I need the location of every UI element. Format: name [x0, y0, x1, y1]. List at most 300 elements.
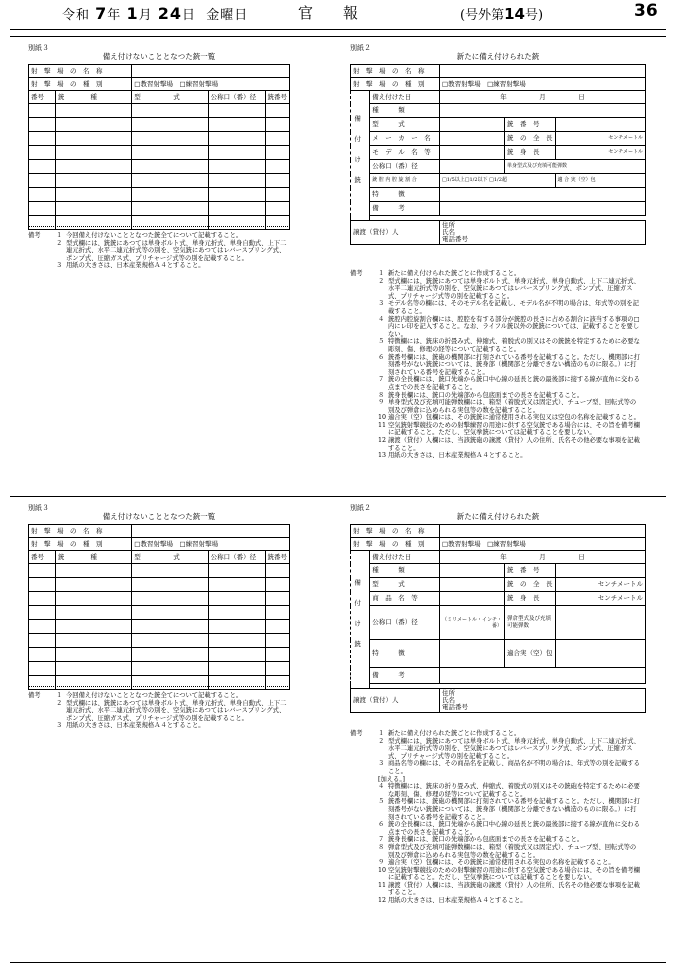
remarks-label: 備 考 [370, 668, 440, 684]
note-text: 用紙の大きさは、日本産業規格Ａ４とすること。 [388, 897, 527, 905]
table-row [29, 634, 290, 648]
kind-label: 種 類 [370, 104, 440, 118]
cell[interactable] [208, 188, 265, 202]
total-length-label: 銃 の 全 長 [505, 578, 556, 592]
note-text: 銃番号欄には、銃砲の機関部に打刻されている番号を記載すること。ただし、機関部に打刻番号がない銃銃については、銃身部（機関部と分離できない構造のものに限る。）に打刻されている番号を記載すること。 [388, 798, 640, 821]
cell[interactable] [29, 662, 56, 676]
cell[interactable] [29, 118, 56, 132]
cell[interactable] [132, 202, 208, 216]
era: 令和 [62, 8, 91, 23]
note-item [378, 867, 640, 882]
note-text: 弾倉型式及び充填可能弾数欄には、箱型（着脱式又は固定式）、チューブ型、回転式等の別及び弾倉に込められる実包等の数を記載すること。 [388, 843, 637, 859]
range-type-label: 射 撃 場 の 種 別 [29, 78, 132, 91]
cell[interactable] [132, 160, 208, 174]
cell[interactable] [208, 564, 265, 578]
panel-removed-guns-new [28, 44, 290, 270]
note-text: 用紙の大きさは、日本産業規格Ａ４とすること。 [66, 262, 205, 270]
kind-value[interactable] [440, 564, 505, 578]
range-name-value[interactable] [440, 525, 646, 538]
magazine-label: 弾倉型式及び充填可能弾数 [505, 606, 556, 640]
cell[interactable] [55, 174, 131, 188]
cell[interactable] [132, 216, 208, 230]
note-text: モデル名等の欄には、そのモデル名を記載し、モデル名が不明の場合は、年式等の別を記載すること。 [388, 300, 639, 315]
cell[interactable] [265, 676, 290, 690]
note-text: 空気銃射撃競技のための射撃練習の用途に供する空気銃である場合には、その旨を備考欄に記載すること。ただし、空気拳銃については記載することを要しない。 [388, 866, 640, 882]
cell[interactable] [55, 634, 131, 648]
note-number: 12 [378, 897, 387, 905]
range-type-label: 射 撃 場 の 種 別 [351, 78, 440, 91]
note-item [378, 882, 640, 897]
cell[interactable] [132, 662, 208, 676]
note-text: 譲渡（貸付）人欄には、当該銃砲の譲渡（貸付）人の住所、氏名その他必要な事項を記載すること。 [388, 437, 640, 452]
total-length-unit: センチメートル [555, 578, 646, 592]
rifling-ratio-options[interactable]: □1/5以上□1/2以下 □1/2超 [440, 174, 556, 188]
table-row [29, 188, 290, 202]
annex-label: 別紙３ [28, 44, 49, 52]
month: 1 [126, 4, 139, 23]
note-item [378, 844, 640, 859]
table-row [29, 118, 290, 132]
note-number: １ [378, 730, 385, 737]
cell[interactable] [265, 662, 290, 676]
cell[interactable] [29, 592, 56, 606]
note-item [378, 798, 640, 821]
note-text: 型式欄には、銃銃にあつては単身ボルト式、単身元折式、単身自動式、上下二連元折式、水平二連元折式等の別を、空気銃にあつてはレバースプリング式、ポンプ式、圧縮ガス式、プリチャージ式等の別を記載すること。 [66, 239, 287, 262]
day: 24 [157, 4, 183, 23]
note-text: 用紙の大きさは、日本産業規格Ａ４とすること。 [66, 722, 205, 730]
note-number: ２ [56, 699, 63, 707]
day-unit: 日 [182, 8, 197, 23]
remarks-value[interactable] [440, 202, 646, 216]
serial-label: 銃 番 号 [505, 564, 556, 578]
teaching-range-checkbox[interactable]: □教習射撃場 [442, 79, 481, 88]
removed-guns-table [28, 524, 290, 690]
caliber-units: （ミリメートル・インチ・番） [440, 606, 505, 640]
cell[interactable] [55, 118, 131, 132]
ammo-label: 適 合 実（空）包 [555, 174, 646, 188]
cell[interactable] [132, 634, 208, 648]
range-name-value[interactable] [132, 525, 290, 538]
range-type-label: 射 撃 場 の 種 別 [29, 538, 132, 551]
cell[interactable] [29, 132, 56, 146]
phone-label: 電話番号 [442, 235, 468, 243]
panel-title: 備え付けないこととなつた銃一覧 [102, 512, 216, 521]
note-item [56, 232, 290, 240]
cell[interactable] [55, 620, 131, 634]
amendment-underline [28, 226, 290, 227]
cell[interactable] [132, 564, 208, 578]
cell[interactable] [55, 578, 131, 592]
cell[interactable] [55, 648, 131, 662]
issue-date [62, 4, 248, 23]
cell[interactable] [265, 648, 290, 662]
note-number: ５ [378, 798, 385, 806]
cell[interactable] [208, 676, 265, 690]
note-number: ８ [378, 391, 385, 399]
cell[interactable] [29, 648, 56, 662]
note-number: ３ [378, 760, 385, 768]
practice-range-checkbox[interactable]: □練習射撃場 [179, 539, 219, 548]
barrel-length-unit: センチメートル [555, 146, 646, 160]
product-name-value[interactable] [440, 592, 505, 606]
cell[interactable] [208, 620, 265, 634]
table-row [29, 564, 290, 578]
note-number: １ [56, 692, 63, 699]
cell[interactable] [208, 104, 265, 118]
model-label: 型 式 [370, 118, 440, 132]
range-type-value[interactable] [132, 538, 290, 551]
cell[interactable] [55, 662, 131, 676]
cell[interactable] [208, 174, 265, 188]
transferor-value[interactable] [440, 689, 646, 713]
cell[interactable] [132, 132, 208, 146]
total-length-label: 銃 の 全 長 [505, 132, 556, 146]
cell[interactable] [265, 132, 290, 146]
note-item [378, 300, 640, 315]
cell[interactable] [208, 592, 265, 606]
cell[interactable] [55, 104, 131, 118]
panel-title: 備え付けないこととなつた銃一覧 [102, 52, 216, 61]
cell[interactable] [132, 592, 208, 606]
table-row [29, 620, 290, 634]
cell[interactable] [265, 188, 290, 202]
col-serial: 銃番号 [265, 551, 290, 564]
note-number: ２ [378, 737, 385, 745]
cell[interactable] [132, 620, 208, 634]
col-gun-type: 銃 種 [55, 91, 131, 104]
barrel-length-label: 銃 身 長 [505, 592, 556, 606]
notes-label: 備考 [28, 232, 41, 239]
note-number: 10 [378, 866, 387, 874]
cell[interactable] [208, 648, 265, 662]
note-number: ６ [378, 353, 385, 361]
table-row [29, 648, 290, 662]
note-item [378, 730, 640, 738]
issue-number [460, 4, 543, 23]
range-name-label: 射 撃 場 の 名 称 [29, 525, 132, 538]
note-text: 新たに備え付けられた銃ごとに作成すること。 [388, 270, 521, 277]
cell[interactable] [55, 146, 131, 160]
cell[interactable] [132, 146, 208, 160]
cell[interactable] [29, 202, 56, 216]
kind-label: 種 類 [370, 564, 440, 578]
feature-value[interactable] [440, 188, 646, 202]
note-item [378, 422, 640, 437]
table-row [29, 606, 290, 620]
note-item [56, 700, 290, 723]
note-item [378, 821, 640, 836]
cell[interactable] [265, 216, 290, 230]
cell[interactable] [208, 132, 265, 146]
cell[interactable] [208, 216, 265, 230]
note-number: 11 [378, 881, 387, 889]
teaching-range-checkbox[interactable]: □教習射撃場 [134, 79, 173, 88]
cell[interactable] [132, 118, 208, 132]
cell[interactable] [265, 118, 290, 132]
cell[interactable] [55, 592, 131, 606]
cell[interactable] [265, 606, 290, 620]
range-name-value[interactable] [440, 65, 646, 78]
cell[interactable] [132, 174, 208, 188]
month-label: 月 [539, 552, 546, 561]
cell[interactable] [132, 104, 208, 118]
note-text: 特徴欄には、銃床の折り畳み式、伸縮式、着脱式の別又はその銃砲を特定するために必要な彫刻、傷、修理の経等について記載すること。 [388, 783, 640, 798]
cell[interactable] [132, 578, 208, 592]
practice-range-checkbox[interactable]: □練習射撃場 [487, 79, 526, 88]
serial-value[interactable] [555, 564, 646, 578]
model-value[interactable] [440, 578, 505, 592]
range-type-value[interactable] [132, 78, 290, 91]
range-type-label: 射 撃 場 の 種 別 [351, 538, 440, 551]
month-unit: 月 [138, 8, 153, 23]
maker-value[interactable] [440, 132, 505, 146]
col-model: 型 式 [132, 91, 208, 104]
note-item [378, 392, 640, 400]
transferor-value[interactable] [440, 221, 646, 245]
installed-gun-label: 備付け銃 [353, 578, 362, 661]
cell[interactable] [55, 202, 131, 216]
caliber-value[interactable] [440, 160, 505, 174]
note-number: ３ [56, 262, 63, 270]
header-rule [10, 29, 666, 30]
note-text: 譲渡（貸付）人欄には、当該銃砲の譲渡（貸付）人の住所、氏名その他必要な事項を記載すること。 [388, 881, 640, 897]
model-value[interactable] [440, 118, 505, 132]
cell[interactable] [29, 174, 56, 188]
cell[interactable] [132, 188, 208, 202]
note-text: 商品名等の欄には、その商品名を記載し、商品名が不明の場合は、年式等の別を記載すること。 [388, 760, 640, 775]
note-number: ２ [56, 239, 63, 247]
table-row [29, 592, 290, 606]
cell[interactable] [208, 146, 265, 160]
note-item [378, 437, 640, 452]
cell[interactable] [55, 564, 131, 578]
notes-label: 備考 [28, 692, 41, 699]
name-label: 氏名 [442, 696, 455, 704]
notes-label: 備考 [350, 730, 363, 737]
note-item [56, 692, 290, 700]
note-number: 11 [378, 421, 387, 429]
note-number: 10 [378, 414, 387, 422]
cell[interactable] [55, 216, 131, 230]
notes-label: 備考 [350, 270, 363, 277]
note-item [378, 897, 640, 905]
ammo-label: 適合実（空）包 [505, 640, 556, 668]
install-date-label: 備え付けた日 [370, 551, 440, 564]
total-length-unit: センチメートル [555, 132, 646, 146]
cell[interactable] [55, 160, 131, 174]
cell[interactable] [265, 578, 290, 592]
issue-prefix: (号外第 [460, 8, 505, 23]
caliber-label: 公称口（番）径 [370, 606, 440, 640]
panel-removed-guns-old [28, 504, 290, 730]
note-item [378, 376, 640, 391]
cell[interactable] [132, 676, 208, 690]
annex-label: 別紙２ [350, 504, 371, 512]
teaching-range-checkbox[interactable]: □教習射撃場 [134, 539, 173, 548]
cell[interactable] [29, 676, 56, 690]
barrel-length-label: 銃 身 長 [505, 146, 556, 160]
note-item [56, 262, 290, 270]
note-text: 適合実（空）包欄には、その銃銃に通常使用される実包又は空包の名称を記載すること。 [388, 414, 640, 422]
note-text: 新たに備え付けられた銃ごとに作成すること。 [388, 730, 521, 737]
note-item [378, 414, 640, 422]
cell[interactable] [208, 662, 265, 676]
serial-label: 銃 番 号 [505, 118, 556, 132]
gazette-header [0, 0, 676, 30]
col-gun-type: 銃 種 [55, 551, 131, 564]
remarks-value[interactable] [440, 668, 646, 684]
address-label: 住所 [442, 689, 455, 697]
notes-body [56, 232, 290, 270]
annex-label: 別紙３ [28, 504, 49, 512]
practice-range-checkbox[interactable]: □練習射撃場 [487, 539, 526, 548]
new-gun-table [350, 524, 646, 713]
magazine-label: 単身型式及び充填可能弾数 [505, 160, 646, 174]
amendment-underline [28, 686, 290, 687]
note-text: 銃の全長欄には、銃口先端から銃口中心線の延長と銃の最後部に接する線が直角に交わる点までの長さを記載すること。 [388, 376, 640, 391]
note-number: ４ [378, 783, 385, 791]
cell[interactable] [265, 174, 290, 188]
note-text: 銃身長欄には、銃口の先端部から包底面までの長さを記載すること。 [388, 836, 584, 844]
ammo-value[interactable] [555, 640, 646, 668]
table-row [29, 132, 290, 146]
table-row [29, 578, 290, 592]
notes-body [56, 692, 290, 730]
month-label: 月 [539, 92, 546, 101]
year: 7 [95, 4, 108, 23]
feature-value[interactable] [440, 640, 505, 668]
cell[interactable] [208, 160, 265, 174]
range-name-label: 射 撃 場 の 名 称 [351, 65, 440, 78]
cell[interactable] [55, 188, 131, 202]
rifling-ratio-label: 銃 腔 内 腔 旋 割 合 [370, 174, 440, 188]
practice-range-checkbox[interactable]: □練習射撃場 [179, 79, 219, 88]
col-caliber: 公称口（番）径 [208, 551, 265, 564]
range-name-label: 射 撃 場 の 名 称 [29, 65, 132, 78]
cell[interactable] [29, 160, 56, 174]
cell[interactable] [132, 648, 208, 662]
cell[interactable] [208, 578, 265, 592]
cell[interactable] [29, 578, 56, 592]
cell[interactable] [55, 132, 131, 146]
magazine-value[interactable] [555, 606, 646, 640]
col-number: 番号 [29, 551, 56, 564]
gazette-title: 官報 [298, 4, 389, 22]
note-text: 今回備え付けないこととなつた銃全てについて記載すること。 [66, 692, 243, 699]
note-text: 単身型式及び充填可能弾数欄には、箱型（着脱式又は固定式）、チューブ型、回転式等の別及び弾倉に込められる実包等の数を記載すること。 [388, 399, 637, 414]
cell[interactable] [208, 606, 265, 620]
note-number: 12 [378, 437, 387, 445]
note-item [378, 316, 640, 339]
install-date-value[interactable] [440, 551, 646, 564]
cell[interactable] [29, 188, 56, 202]
cell[interactable] [265, 146, 290, 160]
issue-no: 14 [504, 5, 525, 23]
table-row [29, 146, 290, 160]
range-type-value[interactable] [440, 78, 646, 91]
serial-value[interactable] [555, 118, 646, 132]
phone-label: 電話番号 [442, 703, 468, 711]
cell[interactable] [265, 592, 290, 606]
note-number: ６ [378, 821, 385, 829]
note-item [378, 452, 640, 460]
removed-guns-table [28, 64, 290, 230]
year-label: 年 [500, 92, 507, 101]
cell[interactable] [265, 564, 290, 578]
note-text: 特徴欄には、銃床の折畳み式、伸縮式、着脱式の別又はその銃銃を特定するために必要な彫刻、傷、修理の経等について記載すること。 [388, 338, 640, 353]
panel-new-gun-new [350, 44, 646, 494]
note-item [378, 278, 640, 301]
note-item [378, 760, 640, 775]
teaching-range-checkbox[interactable]: □教習射撃場 [442, 539, 481, 548]
cell[interactable] [55, 606, 131, 620]
note-number: ９ [378, 859, 385, 867]
cell[interactable] [132, 606, 208, 620]
cell[interactable] [29, 216, 56, 230]
cell[interactable] [29, 634, 56, 648]
new-gun-table [350, 64, 646, 245]
address-label: 住所 [442, 221, 455, 229]
model-label: 型 式 [370, 578, 440, 592]
cell[interactable] [29, 146, 56, 160]
install-date-value[interactable] [440, 91, 646, 104]
note-number: ３ [378, 300, 385, 308]
note-text: 型式欄には、銃銃にあつては単身ボルト式、単身元折式、単身自動式、上下二連元折式、水平二連元折式等の別を、空気銃にあつてはレバースプリング式、ポンプ式、圧縮ガス式、プリチャージ式等の別を記載すること。 [388, 277, 640, 300]
cell[interactable] [265, 202, 290, 216]
table-row [29, 216, 290, 230]
note-item [56, 240, 290, 263]
note-number: ４ [378, 315, 385, 323]
cell[interactable] [29, 620, 56, 634]
annex-label: 別紙２ [350, 44, 371, 52]
note-item [378, 399, 640, 414]
note-number: 13 [378, 452, 387, 460]
maker-label: メ ー カ ー 名 [370, 132, 440, 146]
cell[interactable] [265, 634, 290, 648]
note-item [378, 836, 640, 844]
range-type-value[interactable] [440, 538, 646, 551]
model-name-value[interactable] [440, 146, 505, 160]
note-number: ５ [378, 338, 385, 346]
cell[interactable] [208, 202, 265, 216]
cell[interactable] [265, 620, 290, 634]
year-label: 年 [500, 552, 507, 561]
table-row [29, 676, 290, 690]
cell[interactable] [265, 104, 290, 118]
panel-title: 新たに備え付けられた銃 [456, 512, 540, 521]
range-name-label: 射 撃 場 の 名 称 [351, 525, 440, 538]
kind-value[interactable] [440, 104, 646, 118]
cell[interactable] [208, 634, 265, 648]
col-number: 番号 [29, 91, 56, 104]
range-name-value[interactable] [132, 65, 290, 78]
note-number: ７ [378, 836, 385, 844]
cell[interactable] [29, 606, 56, 620]
cell[interactable] [55, 676, 131, 690]
notes-body [378, 270, 640, 460]
cell[interactable] [265, 160, 290, 174]
installed-gun-label: 備付け銃 [353, 114, 362, 197]
feature-label: 特 徴 [370, 188, 440, 202]
cell[interactable] [29, 104, 56, 118]
cell[interactable] [29, 564, 56, 578]
note-text: 空気銃射撃競技のための射撃練習の用途に供する空気銃である場合には、その旨を備考欄に記載すること。ただし、空気拳銃については記載することを要しない。 [388, 421, 640, 437]
note-item [378, 354, 640, 377]
cell[interactable] [208, 118, 265, 132]
note-number: ２ [378, 277, 385, 285]
header-rule-2 [10, 36, 666, 37]
note-text: 銃の全長欄には、銃口先端から銃口中心線の延長と銃の最後部に接する線が直角に交わる点までの長さを記載すること。 [388, 821, 640, 836]
